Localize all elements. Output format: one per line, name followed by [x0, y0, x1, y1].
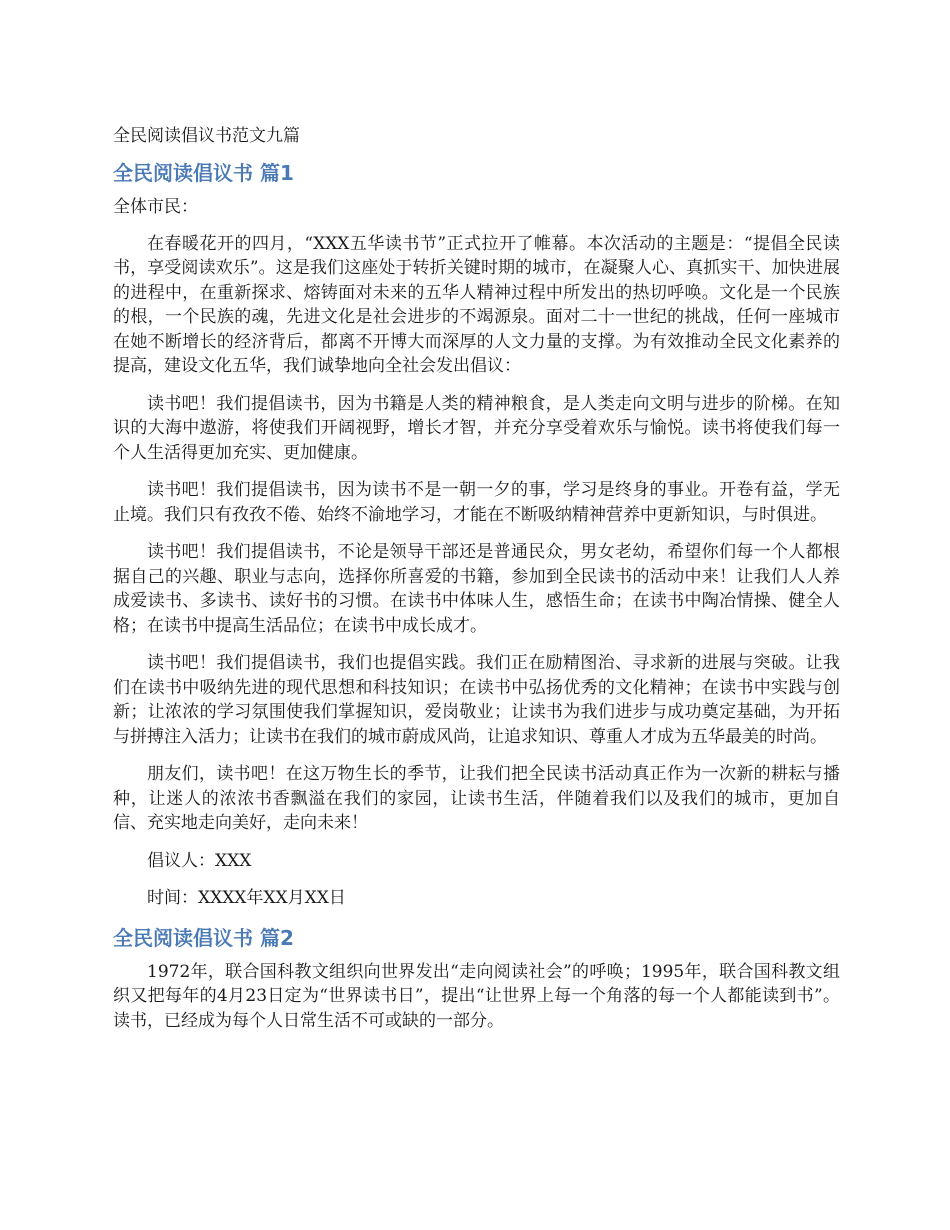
- paragraph: 读书吧！我们提倡读书，不论是领导干部还是普通民众，男女老幼，希望你们每一个人都根据自己的兴趣、职业与志向，选择你所喜爱的书籍，参加到全民读书的活动中来！让我们人人养成爱读书、多读书、读好书的习惯。在读书中体味人生，感悟生命；在读书中陶冶情操、健全人格；在读书中提高生活品位；在读书中成长成才。: [113, 542, 840, 636]
- paragraph: 读书吧！我们提倡读书，因为书籍是人类的精神粮食，是人类走向文明与进步的阶梯。在知识的大海中遨游，将使我们开阔视野，增长才智，并充分享受着欢乐与愉悦。读书将使我们每一个人生活得更加充实、更加健康。: [113, 393, 840, 463]
- section-heading: 全民阅读倡议书 篇2: [113, 925, 294, 950]
- initiator-line: 倡议人：XXX: [147, 850, 252, 871]
- paragraph: 在春暖花开的四月，“XXX五华读书节”正式拉开了帷幕。本次活动的主题是：“提倡全民读书，享受阅读欢乐”。这是我们这座处于转折关键时期的城市，在凝聚人心、真抓实干、加快进展的进程中，在重新探求、熔铸面对未来的五华人精神过程中所发出的热切呼唤。文化是一个民族的根，一个民族的魂，先进文化是社会进步的不竭源泉。面对二十一世纪的挑战，任何一座城市在她不断增长的经济背后，都离不开博大而深厚的人文力量的支撑。为有效推动全民文化素养的提高，建设文化五华，我们诚挚地向全社会发出倡议：: [113, 233, 840, 376]
- date-line: 时间：XXXX年XX月XX日: [147, 888, 346, 908]
- section-heading: 全民阅读倡议书 篇1: [113, 161, 294, 185]
- salutation: 全体市民：: [113, 197, 198, 217]
- paragraph: 读书吧！我们提倡读书，因为读书不是一朝一夕的事，学习是终身的事业。开卷有益，学无止境。我们只有孜孜不倦、始终不渝地学习，才能在不断吸纳精神营养中更新知识，与时俱进。: [113, 480, 840, 525]
- document-page: [113, 123, 840, 1046]
- paragraph: 1972年，联合国科教文组织向世界发出“走向阅读社会”的呼唤；1995年，联合国科教文组织又把每年的4月23日定为“世界读书日”，提出“让世界上每一个角落的每一个人都能读到书”。读书，已经成为每个人日常生活不可或缺的一部分。: [113, 961, 840, 1031]
- section-1: [113, 159, 840, 911]
- section-2: [113, 924, 840, 1034]
- document-title: 全民阅读倡议书范文九篇: [113, 126, 300, 146]
- paragraph: 朋友们，读书吧！在这万物生长的季节，让我们把全民读书活动真正作为一次新的耕耘与播种，让迷人的浓浓书香飘溢在我们的家园，让读书生活，伴随着我们以及我们的城市，更加自信、充实地走向美好，走向未来！: [113, 764, 840, 833]
- paragraph: 读书吧！我们提倡读书，我们也提倡实践。我们正在励精图治、寻求新的进展与突破。让我们在读书中吸纳先进的现代思想和科技知识；在读书中弘扬优秀的文化精神；在读书中实践与创新；让浓浓的学习氛围使我们掌握知识，爱岗敬业；让读书为我们进步与成功奠定基础，为开拓与拼搏注入活力；让读书在我们的城市蔚成风尚，让追求知识、尊重人才成为五华最美的时尚。: [113, 653, 840, 747]
